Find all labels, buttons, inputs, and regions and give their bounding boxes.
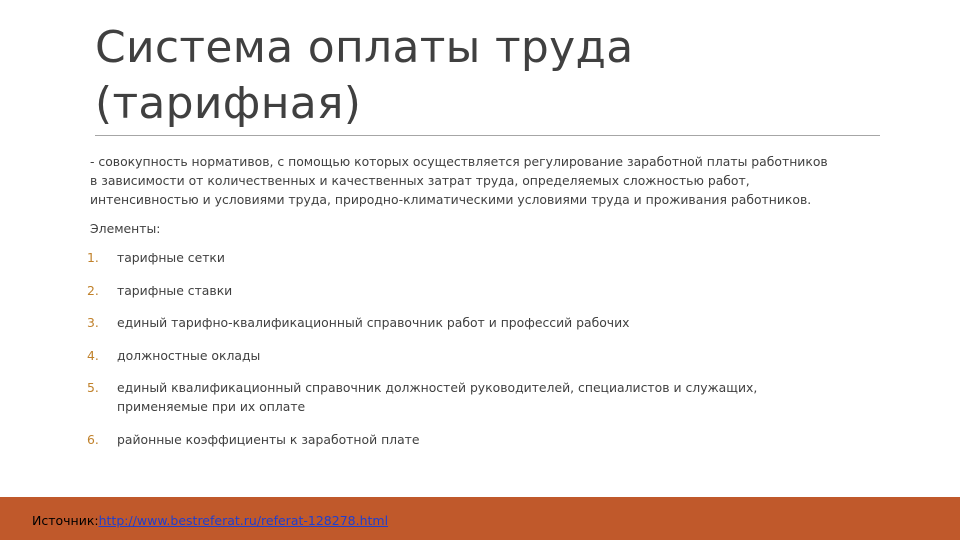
list-item <box>87 281 827 300</box>
list-item-text: должностные оклады <box>117 347 261 363</box>
source-citation <box>32 513 388 529</box>
source-link[interactable]: http://www.bestreferat.ru/referat-128278.html <box>98 513 389 528</box>
list-item-text: единый квалификационный справочник должностей руководителей, специалистов и служащих, применяемые при их оплате <box>117 380 758 414</box>
title-divider <box>95 135 880 136</box>
list-number: 2. <box>87 282 99 298</box>
list-item-text: тарифные ставки <box>117 282 233 298</box>
list-number: 5. <box>87 380 99 395</box>
list-number: 4. <box>87 347 99 363</box>
list-number: 1. <box>87 250 99 265</box>
list-item-text: районные коэффициенты к заработной плате <box>117 431 420 447</box>
list-number: 3. <box>87 315 99 330</box>
list-item <box>87 346 827 365</box>
slide-title: Система оплаты труда (тарифная) <box>95 22 634 129</box>
list-item <box>87 430 827 449</box>
list-item-text: тарифные сетки <box>117 250 225 265</box>
list-item <box>87 378 827 416</box>
elements-list <box>87 248 827 462</box>
source-label: Источник: <box>32 513 99 528</box>
elements-label: Элементы: <box>90 221 161 236</box>
list-number: 6. <box>87 431 99 447</box>
slide-body <box>90 152 890 238</box>
definition-text: - совокупность нормативов, с помощью которых осуществляется регулирование заработной платы работников в зависимости от количественных и качественных затрат труда, определяемых сложностью работ, интенсивностью и условиями труда, природно-климатическими условиями труда и проживания работников. <box>90 154 828 207</box>
list-item <box>87 313 827 332</box>
list-item <box>87 248 827 267</box>
list-item-text: единый тарифно-квалификационный справочник работ и профессий рабочих <box>117 315 630 330</box>
